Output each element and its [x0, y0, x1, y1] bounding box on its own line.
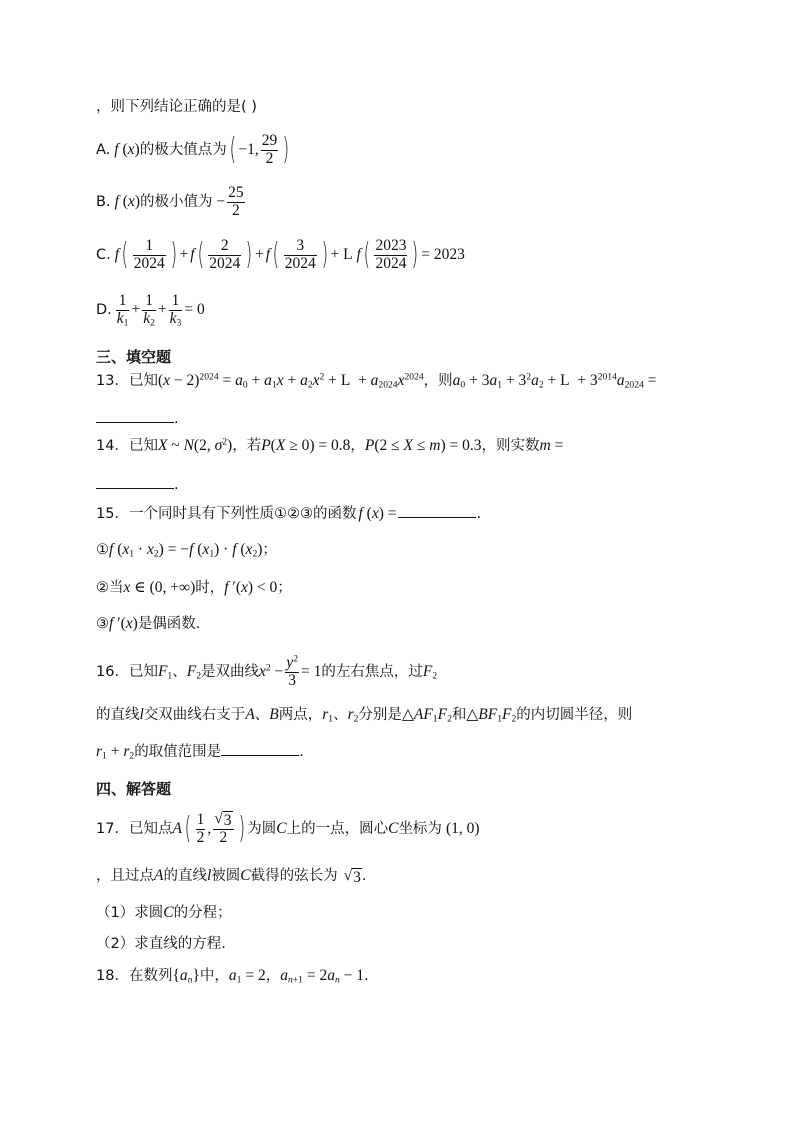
option-d-result: = 0: [184, 301, 205, 319]
q14-equals: =: [554, 437, 564, 454]
q14-var: m: [539, 437, 551, 454]
option-c-f1: f: [114, 246, 120, 264]
q17-line2-a: ，且过点: [96, 868, 154, 884]
q17-y-frac: √ 3 2: [214, 810, 232, 847]
left-paren: (: [363, 237, 370, 272]
q18-sequence: $\{a_n\}$: [172, 967, 200, 986]
q15-p2-derivative: f ′(x) < 0: [224, 579, 278, 596]
option-d-frac-1: $\frac{1}{k_1}$: [116, 292, 129, 328]
q13-expansion: $(x - 2)^{2024} = a_0 + a_1x + a_2x^2 + L + a_{2024}x^{2024}$: [157, 371, 424, 391]
q17-line-l: l: [206, 867, 212, 884]
question-14: [96, 438, 563, 454]
option-b: [96, 182, 247, 222]
option-a-point: −1,: [238, 141, 259, 159]
option-c-f3: f: [265, 246, 271, 264]
q16-answer-blank[interactable]: [221, 743, 299, 756]
option-b-fraction: $\frac{25}{2}$: [228, 184, 244, 219]
option-c-f4: f: [356, 246, 361, 264]
q18-in: 中，: [199, 968, 229, 984]
left-paren: (: [229, 132, 236, 167]
section-title-solutions: 四、解答题: [96, 780, 172, 798]
option-c-label: C.: [96, 246, 111, 263]
q15-p1-end: ；: [262, 542, 277, 558]
q15-p3-end: 是偶函数.: [137, 616, 201, 632]
q18-comma: ，: [265, 968, 281, 984]
q16-f1: $F_1$: [157, 663, 173, 682]
q17-sub2-text: （2）求直线的方程.: [96, 936, 226, 952]
option-a-fx: f (x): [114, 141, 140, 159]
right-paren: ): [245, 237, 253, 272]
q17-sub-2: [96, 937, 226, 952]
q14-answer-blank[interactable]: [96, 474, 179, 493]
option-d-frac-2: $\frac{1}{k_2}$: [143, 292, 155, 328]
period: .: [174, 411, 179, 427]
answer-blank[interactable]: [96, 474, 174, 489]
q16-r1: $r_1$: [322, 706, 334, 725]
period: .: [174, 477, 179, 493]
option-c-frac-1: $\frac{1}{2024}$: [133, 237, 165, 272]
q16-triangle-1: $\triangle AF_1F_2$: [401, 706, 452, 725]
q16-and: 和: [451, 707, 467, 723]
left-paren: (: [197, 237, 204, 272]
q16-is: 是双曲线: [200, 663, 259, 680]
q16-hyperbola-eq: = 1: [300, 663, 322, 681]
question-17-line-2: [96, 868, 367, 886]
q15-p2-end: ；: [277, 580, 292, 596]
q15-p1-mark: ①: [96, 542, 109, 558]
question-16-line-3: [96, 743, 304, 760]
q17-circle-c: C: [276, 820, 287, 838]
q13-equals: =: [647, 372, 657, 389]
q17-is-on: 为圆: [247, 820, 277, 837]
option-d-label: D.: [96, 301, 112, 318]
question-16-line-2: [96, 707, 632, 723]
q18-a1: $a_1 = 2$: [228, 967, 266, 986]
question-17: [96, 806, 480, 852]
q15-property-1: [96, 542, 277, 558]
q15-property-3: [96, 616, 200, 632]
q17-sub1-text: （1）求圆: [96, 905, 164, 921]
q18-end: .: [364, 968, 369, 984]
q15-p2-interval: x ∈ (0, +∞): [123, 579, 196, 596]
q17-label: 17．已知点: [96, 820, 173, 837]
q15-fx: f (x) =: [358, 505, 397, 522]
q15-p3-derivative: f ′(x): [109, 615, 138, 632]
ellipsis-term: + L: [330, 246, 357, 264]
q17-x-frac: $\frac{1}{2}$: [196, 811, 205, 846]
q16-line-l: l: [139, 706, 144, 723]
option-c-result: = 2023: [421, 246, 465, 264]
q17-comma: ,: [207, 820, 212, 838]
q16-line2-b: 交双曲线右支于: [143, 707, 246, 723]
option-d: [96, 290, 205, 330]
q17-point-a-2: A: [154, 867, 164, 884]
q17-sub1-end: 的分程；: [173, 905, 232, 921]
q16-point-b: B: [269, 706, 279, 723]
option-b-label: B.: [96, 193, 111, 210]
q15-p1-expr: f $(x_1 \cdot x_2) = -f$ $(x_1) \cdot f$ $(x_2)$: [109, 541, 263, 560]
period: .: [299, 744, 304, 760]
section-title-fill-in: 三、填空题: [96, 348, 172, 366]
option-c-f2: f: [190, 246, 195, 264]
option-c-frac-4: $\frac{2023}{2024}$: [375, 237, 407, 272]
option-b-minus: −: [212, 193, 226, 211]
q14-prob-2: P(2 ≤ X ≤ m) = 0.3: [364, 437, 482, 454]
q13-then: ，则: [423, 373, 453, 389]
q16-label: 16．已知: [96, 663, 158, 680]
q13-answer-blank[interactable]: [96, 408, 179, 427]
q14-then: ，则实数: [481, 438, 540, 454]
plus-sign: +: [179, 246, 189, 264]
q15-p3-mark: ③: [96, 616, 109, 632]
intro-text: ，则下列结论正确的是( ): [96, 99, 257, 115]
q17-line2-b: 的直线: [163, 868, 207, 884]
q16-sep: 、: [172, 663, 187, 680]
right-paren: ): [238, 811, 245, 846]
q16-hyperbola-x: $x^2$ −: [258, 662, 284, 681]
option-a-label: A.: [96, 141, 111, 158]
q16-line2-c: 两点，: [278, 707, 323, 723]
right-paren: ): [170, 237, 177, 272]
q17-on-circle: 上的一点，圆心: [286, 820, 389, 837]
q14-distribution: X ~ N(2, $\sigma^2$): [157, 436, 233, 454]
option-a-text: 的极大值点为: [139, 141, 227, 158]
left-paren: (: [184, 811, 192, 846]
q15-answer-blank[interactable]: [398, 505, 476, 518]
period: .: [476, 506, 482, 522]
q14-if: ，若: [232, 438, 262, 454]
q17-circle-c-2: C: [240, 867, 251, 884]
answer-blank[interactable]: [96, 408, 174, 423]
q16-line2-d: 分别是: [358, 707, 402, 723]
q13-label: 13．已知: [96, 373, 158, 389]
right-paren: ): [412, 237, 419, 272]
option-c: [96, 234, 465, 276]
q16-hyperbola-frac: $\frac{y^2}{3}$: [286, 653, 298, 689]
q16-line3: 的取值范围是: [134, 744, 222, 760]
q17-sub1-c: C: [163, 904, 174, 921]
q15-property-2: [96, 580, 292, 596]
right-paren: ): [282, 132, 290, 167]
option-a-fraction: $\frac{29}{2}$: [261, 132, 278, 167]
plus-sign: +: [157, 301, 167, 319]
question-16: [96, 652, 437, 692]
q16-r2: $r_2$: [347, 706, 359, 725]
q15-p2-time: 时，: [195, 580, 225, 596]
question-18: [96, 968, 369, 984]
question-intro: [96, 100, 257, 115]
right-paren: ): [321, 237, 328, 272]
plus-sign: +: [254, 246, 264, 264]
q16-line2-a: 的直线: [96, 707, 140, 723]
q16-foci: 的左右焦点，过: [321, 663, 423, 680]
q16-point-a: A: [245, 706, 255, 723]
q16-sep-2: 、: [254, 707, 270, 723]
q16-r-sum: $r_1 + r_2$: [96, 743, 135, 762]
left-paren: (: [121, 237, 129, 272]
q16-f2: $F_2$: [186, 663, 201, 682]
q15-p2-start: ②当: [96, 580, 124, 596]
plus-sign: +: [131, 301, 141, 319]
question-13: [96, 373, 656, 389]
q13-sum: $a_0 + 3a_1 + 3^2a_2 + L + 3^{2014}a_{2024}$: [452, 371, 644, 391]
option-c-frac-2: $\frac{2}{2024}$: [209, 237, 241, 272]
q18-recurrence: $a_{n+1} = 2a_n - 1$: [280, 967, 365, 986]
option-b-text: 的极小值为: [139, 193, 213, 210]
q17-center: 坐标为: [398, 820, 442, 837]
q17-center-coords: (1, 0): [445, 820, 480, 838]
question-15: [96, 505, 481, 522]
option-d-frac-3: $\frac{1}{k_3}$: [169, 292, 182, 328]
q18-label: 18．在数列: [96, 968, 173, 984]
q14-label: 14．已知: [96, 438, 158, 454]
q17-center-c: C: [388, 820, 399, 838]
q17-line2-d: 截得的弦长为: [250, 868, 338, 884]
q17-sub-1: [96, 905, 232, 921]
q17-point-a: A: [172, 820, 182, 838]
option-a: [96, 130, 292, 170]
q15-text: 15．一个同时具有下列性质①②③的函数: [96, 506, 357, 522]
q17-line2-c: 被圆: [211, 868, 241, 884]
q16-f2-end: $F_2$: [422, 663, 438, 682]
q16-line2-e: 的内切圆半径，则: [516, 707, 633, 723]
period: .: [361, 868, 367, 884]
q17-chord-length: √ 3: [343, 867, 361, 886]
option-b-fx: f (x): [114, 193, 140, 211]
q16-sep-3: 、: [333, 707, 348, 723]
q16-triangle-2: $\triangle BF_1F_2$: [466, 706, 517, 725]
q14-prob-1: P(X ≥ 0) = 0.8: [261, 437, 351, 454]
option-c-frac-3: $\frac{3}{2024}$: [284, 237, 316, 272]
q14-comma: ，: [350, 438, 365, 454]
left-paren: (: [272, 237, 280, 272]
